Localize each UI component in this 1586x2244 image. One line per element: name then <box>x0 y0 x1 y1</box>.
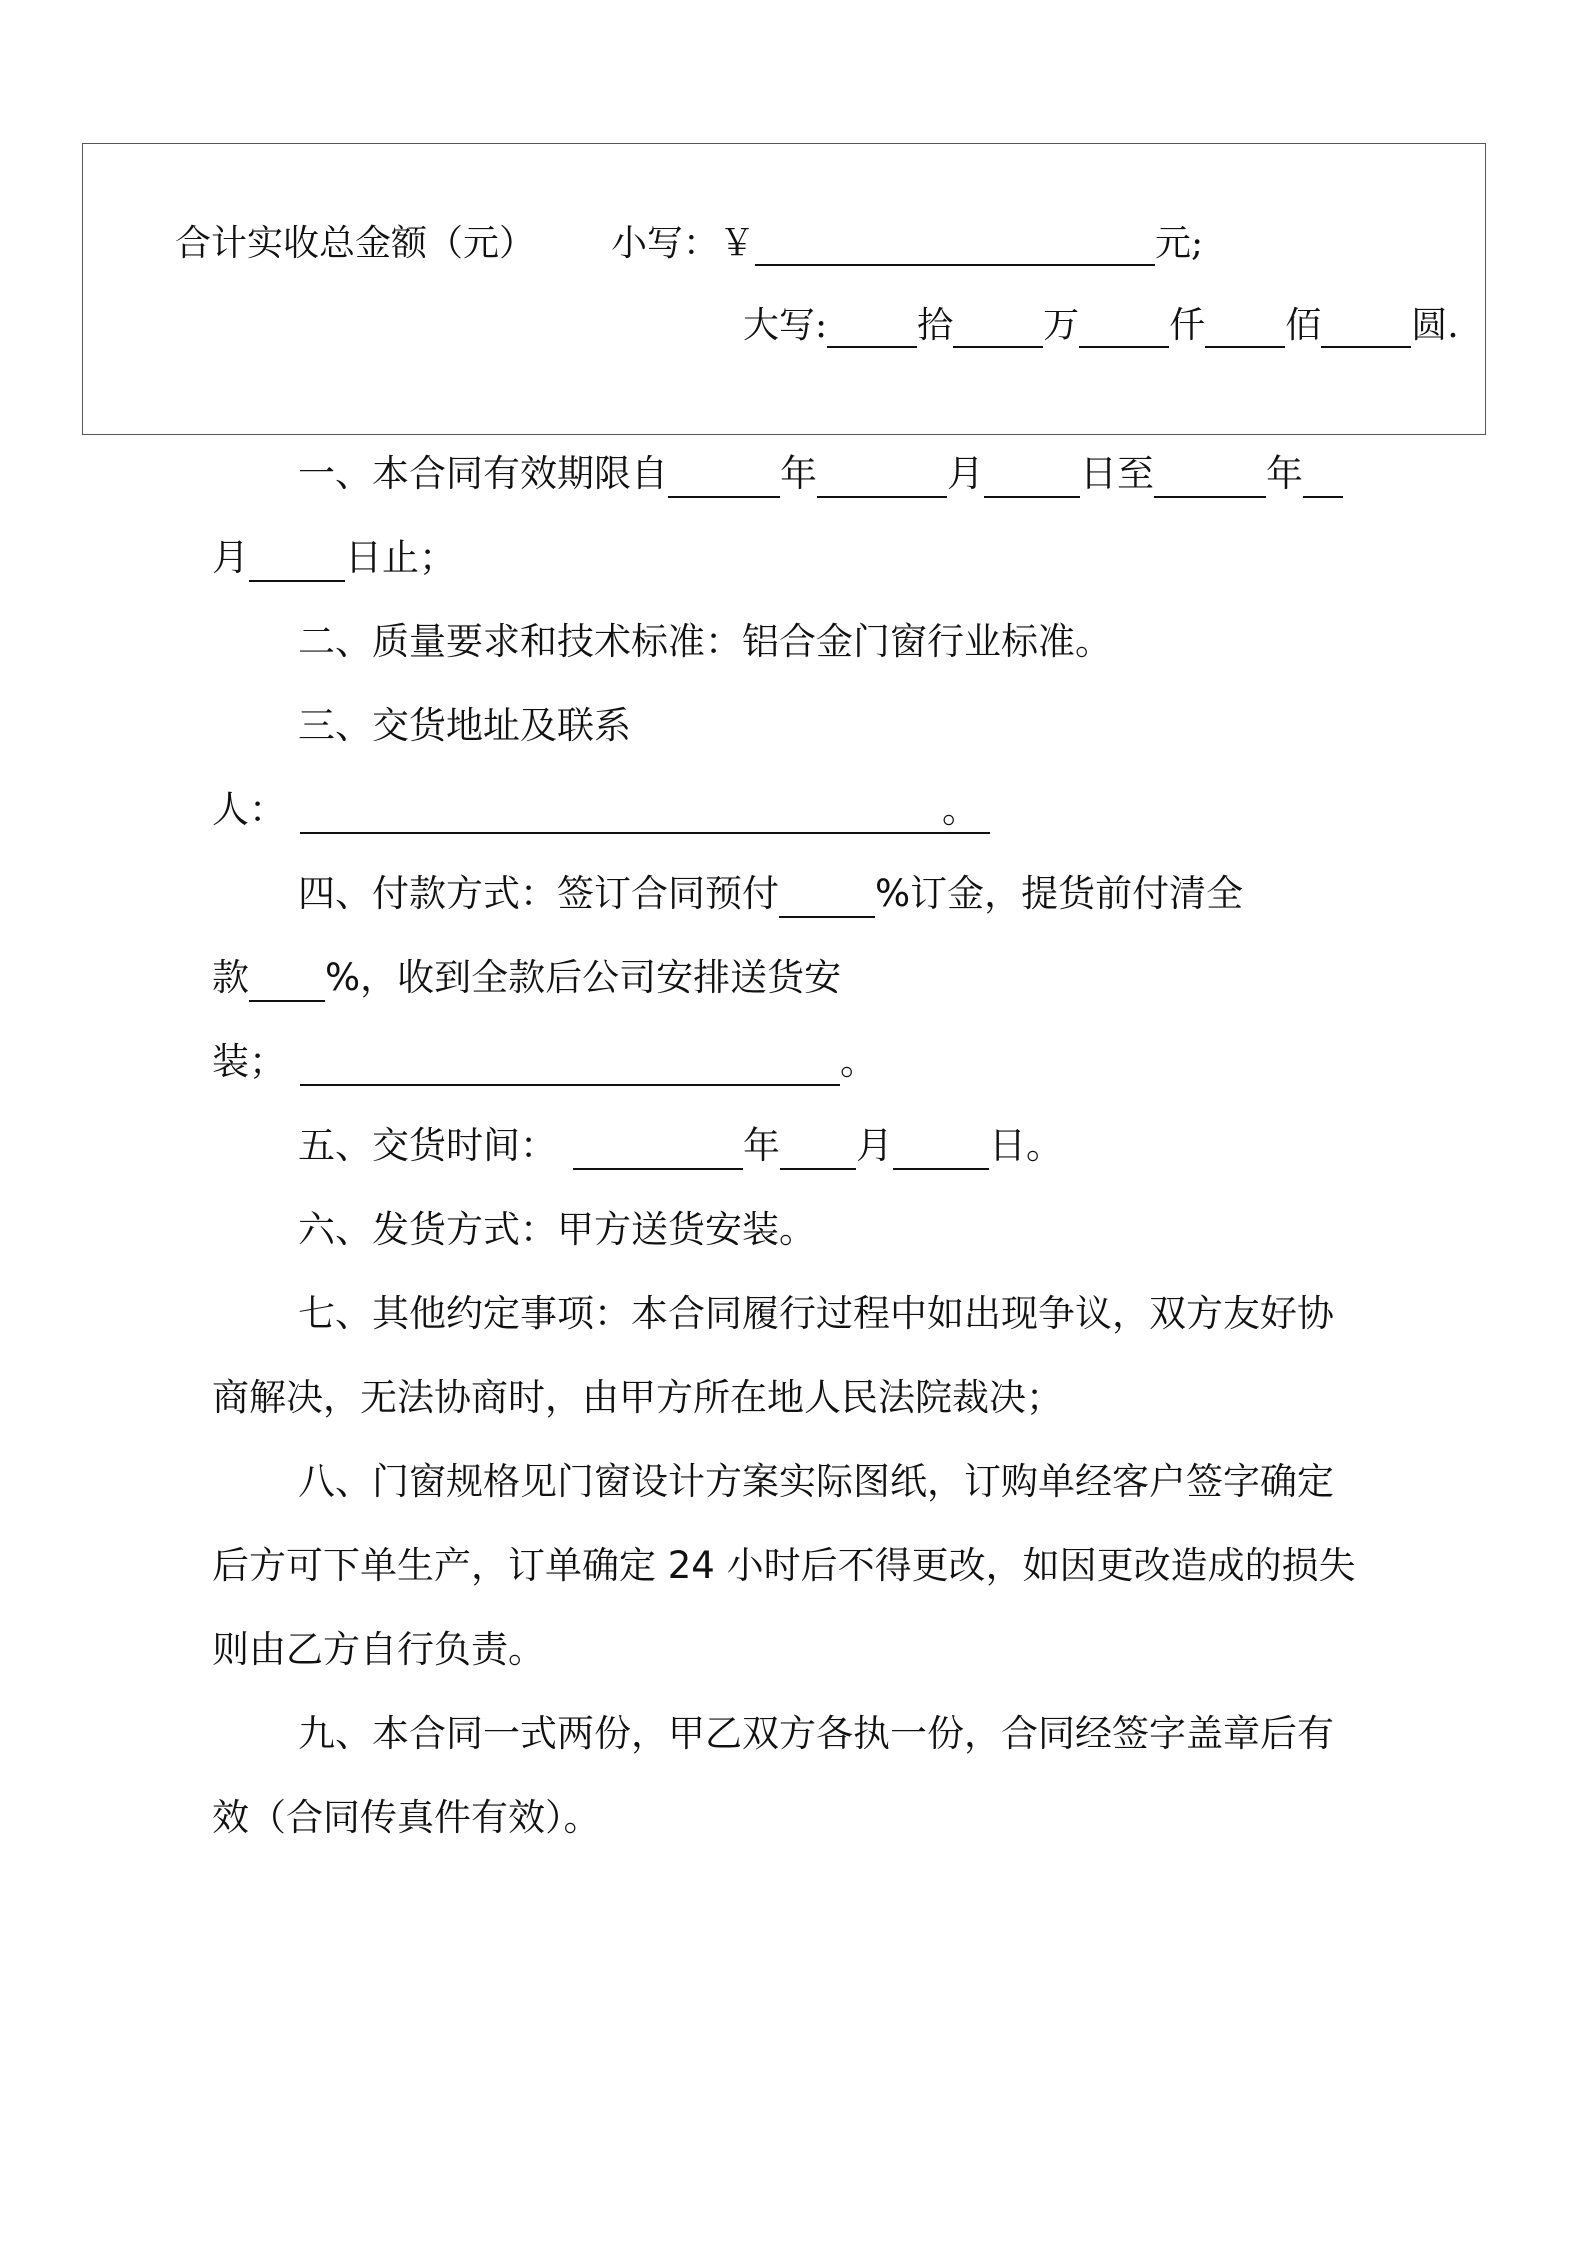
small-amount-label: 小写：￥ <box>611 223 756 264</box>
big-amount-field-shi[interactable] <box>827 306 917 348</box>
start-day-field[interactable] <box>984 456 1080 498</box>
start-year-unit: 年 <box>780 452 817 495</box>
delivery-month-unit: 月 <box>856 1124 893 1167</box>
big-amount-row <box>743 304 1459 348</box>
clause-6: 六、发货方式：甲方送货安装。 <box>298 1208 816 1251</box>
start-day-unit: 日至 <box>1080 452 1154 495</box>
end-month-unit: 月 <box>212 536 249 579</box>
clause-3-line-1: 三、交货地址及联系 <box>298 704 631 747</box>
clause-3-period: 。 <box>942 788 979 831</box>
end-year-unit: 年 <box>1266 452 1303 495</box>
clause-4-line2-suffix: %，收到全款后公司安排送货安 <box>325 956 842 999</box>
clause-4-line-2 <box>212 954 841 1002</box>
clause-8-line-1: 八、门窗规格见门窗设计方案实际图纸，订购单经客户签字确定 <box>298 1460 1334 1503</box>
clause-7-line-1: 七、其他约定事项：本合同履行过程中如出现争议，双方友好协 <box>298 1292 1334 1335</box>
clause-9-line-2: 效（合同传真件有效）。 <box>212 1796 601 1839</box>
clause-1-line-2 <box>212 534 456 582</box>
clause-3-line-2 <box>212 786 1002 834</box>
delivery-month-field[interactable] <box>780 1128 856 1170</box>
clause-9-line-1: 九、本合同一式两份，甲乙双方各执一份，合同经签字盖章后有 <box>298 1712 1334 1755</box>
unit-wan: 万 <box>1043 305 1080 346</box>
big-amount-field-wan[interactable] <box>953 306 1043 348</box>
big-amount-field-qian[interactable] <box>1079 306 1169 348</box>
big-amount-field-yuan[interactable] <box>1321 306 1411 348</box>
total-amount-label: 合计实收总金额（元） <box>175 223 536 264</box>
start-month-unit: 月 <box>947 452 984 495</box>
small-amount-field[interactable] <box>755 224 1155 266</box>
clause-8-line-2: 后方可下单生产，订单确定 24 小时后不得更改，如因更改造成的损失 <box>212 1544 1356 1587</box>
unit-shi: 拾 <box>917 305 954 346</box>
clause-4-line-3 <box>212 1038 877 1086</box>
delivery-time-label: 五、交货时间： <box>298 1124 557 1167</box>
install-field[interactable] <box>300 1044 840 1086</box>
end-year-field[interactable] <box>1154 456 1266 498</box>
clause-4-period: 。 <box>840 1040 877 1083</box>
end-day-field[interactable] <box>249 540 345 582</box>
deposit-percent-field[interactable] <box>779 876 875 918</box>
clause-4-line-1 <box>298 870 1243 918</box>
start-month-field[interactable] <box>817 456 947 498</box>
total-amount-box <box>82 143 1486 435</box>
delivery-year-field[interactable] <box>573 1128 743 1170</box>
delivery-day-unit: 日。 <box>989 1124 1063 1167</box>
small-amount-unit: 元; <box>1155 223 1204 264</box>
contact-label: 人： <box>212 788 286 831</box>
delivery-day-field[interactable] <box>893 1128 989 1170</box>
clause-7-line-2: 商解决，无法协商时，由甲方所在地人民法院裁决； <box>212 1376 1063 1419</box>
big-amount-field-bai[interactable] <box>1205 306 1285 348</box>
unit-yuan: 圆. <box>1411 305 1459 346</box>
end-day-unit: 日止； <box>345 536 456 579</box>
clause-8-line-3: 则由乙方自行负责。 <box>212 1628 545 1671</box>
balance-percent-field[interactable] <box>249 960 325 1002</box>
install-label: 装； <box>212 1040 286 1083</box>
clause-1-line-1 <box>298 450 1343 498</box>
address-contact-field[interactable] <box>300 792 990 834</box>
unit-qian: 仟 <box>1169 305 1206 346</box>
small-amount-row <box>611 222 1203 266</box>
delivery-year-unit: 年 <box>743 1124 780 1167</box>
clause-5 <box>298 1122 1063 1170</box>
big-amount-label: 大写: <box>743 305 828 346</box>
start-year-field[interactable] <box>668 456 780 498</box>
clause-1-prefix: 一、本合同有效期限自 <box>298 452 668 495</box>
clause-4-line2-prefix: 款 <box>212 956 249 999</box>
clause-4-suffix: %订金，提货前付清全 <box>875 872 1244 915</box>
clause-2: 二、质量要求和技术标准：铝合金门窗行业标准。 <box>298 620 1112 663</box>
unit-bai: 佰 <box>1285 305 1322 346</box>
clause-4-prefix: 四、付款方式：签订合同预付 <box>298 872 779 915</box>
end-month-field-start[interactable] <box>1303 456 1343 498</box>
